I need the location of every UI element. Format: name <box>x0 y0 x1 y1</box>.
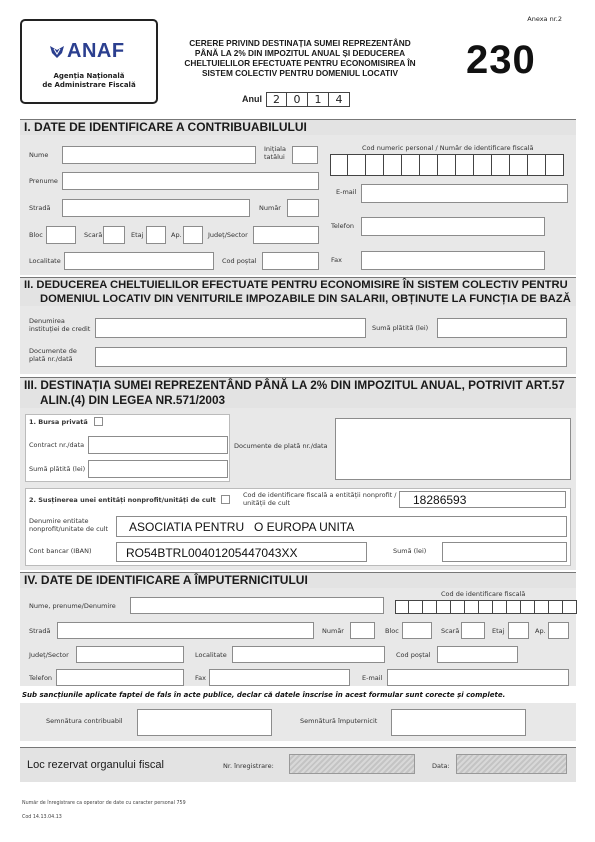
imp-cod-digit[interactable] <box>395 600 409 614</box>
cnp-digit[interactable] <box>366 154 384 176</box>
section1-title: I. DATE DE IDENTIFICARE A CONTRIBUABILULUI <box>20 119 576 135</box>
loc-rezervat-label: Loc rezervat organului fiscal <box>27 759 164 771</box>
etaj-input[interactable] <box>146 226 166 244</box>
cod-postal-label: Cod poștal <box>222 257 257 265</box>
documente-label-line1: Documente de <box>29 347 77 355</box>
imp-cod-digit[interactable] <box>521 600 535 614</box>
bloc-input[interactable] <box>46 226 76 244</box>
suma-platita-input[interactable] <box>437 318 567 338</box>
localitate-input[interactable] <box>64 252 214 270</box>
anaf-logo-text: ANAF <box>67 40 125 62</box>
imp-cod-postal-label: Cod poștal <box>396 651 431 659</box>
iban-value: RO54BTRL00401205447043XX <box>126 546 298 560</box>
etaj-label: Etaj <box>131 231 144 239</box>
imp-nume-label: Nume, prenume/Denumire <box>29 602 116 610</box>
scara-label: Scară <box>84 231 103 239</box>
email-label: E-mail <box>336 188 357 196</box>
form-code: Cod 14.13.04.13 <box>22 815 62 820</box>
cnp-field[interactable] <box>330 154 564 176</box>
imp-fax-label: Fax <box>195 674 206 682</box>
email-input[interactable] <box>361 184 568 203</box>
form-title-line1: CERERE PRIVIND DESTINAȚIA SUMEI REPREZENTÂND <box>189 38 411 48</box>
institutie-credit-input[interactable] <box>95 318 366 338</box>
section2-title-line1: II. DEDUCEREA CHELTUIELILOR EFECTUATE PENTRU ECONOMISIRE ÎN SISTEM COLECTIV PENTRU <box>24 279 568 291</box>
sustinere-label: 2. Susținerea unei entități nonprofit/unități de cult <box>29 496 216 504</box>
imp-strada-label: Stradă <box>29 627 51 635</box>
fax-input[interactable] <box>361 251 545 270</box>
section3-title-line2: ALIN.(4) DIN LEGEA NR.571/2003 <box>40 393 226 407</box>
cnp-digit[interactable] <box>384 154 402 176</box>
anaf-emblem-icon <box>49 44 65 58</box>
bursa-suma-input[interactable] <box>88 460 228 478</box>
imp-cod-digit[interactable] <box>535 600 549 614</box>
nr-inregistrare-label: Nr. înregistrare: <box>223 762 274 770</box>
cnp-digit[interactable] <box>528 154 546 176</box>
agency-name-line1: Agenția Națională <box>53 72 125 80</box>
year-digit[interactable]: 2 <box>266 92 287 107</box>
semnatura-contribuabil-label: Semnătura contribuabil <box>46 717 123 725</box>
imp-etaj-input[interactable] <box>508 622 529 639</box>
bursa-label: 1. Bursa privată <box>29 418 88 426</box>
imp-cod-digit[interactable] <box>437 600 451 614</box>
anexa-label: Anexa nr.2 <box>527 15 562 23</box>
suma-lei-label: Sumă (lei) <box>393 547 427 555</box>
section4-title: IV. DATE DE IDENTIFICARE A ÎMPUTERNICITULUI <box>20 572 576 588</box>
imp-judet-input[interactable] <box>76 646 184 663</box>
section3-title <box>20 377 576 408</box>
imp-cod-digit[interactable] <box>409 600 423 614</box>
strada-input[interactable] <box>62 199 250 217</box>
form-title <box>170 38 430 78</box>
imp-email-label: E-mail <box>362 674 383 682</box>
cnp-digit[interactable] <box>402 154 420 176</box>
cnp-digit[interactable] <box>510 154 528 176</box>
strada-label: Stradă <box>29 204 51 212</box>
imp-scara-input[interactable] <box>461 622 485 639</box>
imp-cod-digit[interactable] <box>563 600 577 614</box>
denumire-entitate-value-part2: O EUROPA UNITA <box>254 520 355 534</box>
imp-cod-id-label: Cod de identificare fiscală <box>441 590 526 598</box>
semnatura-imputernicit-input[interactable] <box>391 709 526 736</box>
imp-localitate-label: Localitate <box>195 651 227 659</box>
bloc-label: Bloc <box>29 231 43 239</box>
imp-telefon-label: Telefon <box>29 674 53 682</box>
prenume-label: Prenume <box>29 177 58 185</box>
imp-ap-input[interactable] <box>548 622 569 639</box>
form-title-line3: CHELTUIELILOR EFECTUATE PENTRU ECONOMISIREA ÎN <box>184 58 416 68</box>
imp-scara-label: Scară <box>441 627 460 635</box>
imp-bloc-label: Bloc <box>385 627 399 635</box>
contract-input[interactable] <box>88 436 228 454</box>
prenume-input[interactable] <box>62 172 319 190</box>
fax-label: Fax <box>331 256 342 264</box>
imp-cod-digit[interactable] <box>479 600 493 614</box>
telefon-input[interactable] <box>361 217 545 236</box>
form-number: 230 <box>466 38 536 82</box>
cnp-digit[interactable] <box>474 154 492 176</box>
imp-nume-input[interactable] <box>130 597 384 614</box>
cnp-digit[interactable] <box>348 154 366 176</box>
cod-postal-input[interactable] <box>262 252 319 270</box>
denumire-entitate-label-line2: nonprofit/unitate de cult <box>29 525 109 533</box>
localitate-label: Localitate <box>29 257 61 265</box>
section2-title-line2: DOMENIUL LOCATIV DIN VENITURILE IMPOZABILE DIN SALARII, OBȚINUTE LA FUNCȚIA DE BAZĂ <box>40 293 571 305</box>
documente-plata-label: Documente de plată nr./data <box>234 442 328 450</box>
imp-numar-input[interactable] <box>350 622 375 639</box>
data-label: Data: <box>432 762 450 770</box>
imp-fax-input[interactable] <box>209 669 350 686</box>
contract-label: Contract nr./data <box>29 441 85 449</box>
imp-judet-label: Județ/Sector <box>29 651 69 659</box>
year-digit[interactable]: 1 <box>308 92 329 107</box>
imp-cod-digit[interactable] <box>465 600 479 614</box>
numar-label: Număr <box>259 204 281 212</box>
semnatura-contribuabil-input[interactable] <box>137 709 272 736</box>
agency-name-line2: de Administrare Fiscală <box>42 81 136 89</box>
cod-id-label-line1: Cod de identificare fiscală a entității nonprofit / <box>243 491 397 499</box>
imp-cod-digit[interactable] <box>549 600 563 614</box>
sustinere-checkbox[interactable] <box>221 495 230 504</box>
section3-title-line1: III. DESTINAȚIA SUMEI REPREZENTÂND PÂNĂ LA 2% DIN IMPOZITUL ANUAL, POTRIVIT ART.57 <box>24 378 565 392</box>
imp-cod-digit[interactable] <box>507 600 521 614</box>
cnp-digit[interactable] <box>420 154 438 176</box>
denumire-label-line2: instituției de credit <box>29 325 91 333</box>
denumire-entitate-value-part1: ASOCIATIA PENTRU <box>129 520 245 534</box>
year-label: Anul <box>242 94 262 104</box>
imp-cod-digit[interactable] <box>493 600 507 614</box>
cnp-digit[interactable] <box>438 154 456 176</box>
imp-numar-label: Număr <box>322 627 344 635</box>
bursa-checkbox[interactable] <box>94 417 103 426</box>
imp-cod-postal-input[interactable] <box>437 646 518 663</box>
form-title-line4: SISTEM COLECTIV PENTRU DOMENIUL LOCATIV <box>201 68 399 78</box>
year-digit[interactable]: 0 <box>287 92 308 107</box>
scara-input[interactable] <box>103 226 125 244</box>
nume-input[interactable] <box>62 146 256 164</box>
initiala-label: Inițiala <box>264 145 286 153</box>
imp-ap-label: Ap. <box>535 627 546 635</box>
cod-id-value: 18286593 <box>413 493 467 507</box>
declaration-text: Sub sancțiunile aplicate faptei de fals în acte publice, declar că datele înscrise în acest formular sunt corecte și complete. <box>22 691 506 699</box>
year-digit[interactable]: 4 <box>329 92 350 107</box>
operator-note: Număr de înregistrare ca operator de date cu caracter personal 759 <box>22 801 186 806</box>
bursa-suma-label: Sumă plătită (lei) <box>29 465 86 473</box>
cnp-label: Cod numeric personal / Număr de identificare fiscală <box>362 144 534 152</box>
cnp-digit[interactable] <box>456 154 474 176</box>
bursa-documente-input[interactable] <box>335 418 571 480</box>
judet-input[interactable] <box>253 226 319 244</box>
documente-plata-input[interactable] <box>95 347 567 367</box>
data-field <box>456 754 567 774</box>
cont-bancar-label: Cont bancar (IBAN) <box>29 547 92 555</box>
section2-title <box>20 277 576 306</box>
judet-label: Județ/Sector <box>208 231 248 239</box>
imp-localitate-input[interactable] <box>232 646 385 663</box>
cod-id-label-line2: unității de cult <box>243 499 291 507</box>
form-title-line2: PÂNĂ LA 2% DIN IMPOZITUL ANUAL ȘI DEDUCEREA <box>194 48 406 58</box>
imp-cod-digit[interactable] <box>451 600 465 614</box>
ap-input[interactable] <box>183 226 203 244</box>
nr-inregistrare-field <box>289 754 415 774</box>
suma-lei-input[interactable] <box>442 542 567 562</box>
initiala-input[interactable] <box>292 146 318 164</box>
imp-telefon-input[interactable] <box>56 669 184 686</box>
cnp-digit[interactable] <box>330 154 348 176</box>
ap-label: Ap. <box>171 231 182 239</box>
year-field[interactable] <box>266 92 350 107</box>
imp-strada-input[interactable] <box>57 622 314 639</box>
anaf-logo-box <box>20 19 158 104</box>
cnp-digit[interactable] <box>546 154 564 176</box>
documente-label-line2: plată nr./dată <box>29 355 73 363</box>
denumire-label-line1: Denumirea <box>29 317 65 325</box>
denumire-entitate-label-line1: Denumire entitate <box>29 517 89 525</box>
imp-bloc-input[interactable] <box>402 622 432 639</box>
nume-label: Nume <box>29 151 49 159</box>
imp-etaj-label: Etaj <box>492 627 505 635</box>
imp-email-input[interactable] <box>387 669 569 686</box>
telefon-label: Telefon <box>331 222 355 230</box>
suma-platita-label: Sumă plătită (lei) <box>372 324 429 332</box>
tatalui-label: tatălui <box>264 153 285 161</box>
cnp-digit[interactable] <box>492 154 510 176</box>
imp-cod-digit[interactable] <box>423 600 437 614</box>
imp-cod-id-field[interactable] <box>395 600 577 614</box>
semnatura-imputernicit-label: Semnătură împuternicit <box>300 717 378 725</box>
numar-input[interactable] <box>287 199 319 217</box>
